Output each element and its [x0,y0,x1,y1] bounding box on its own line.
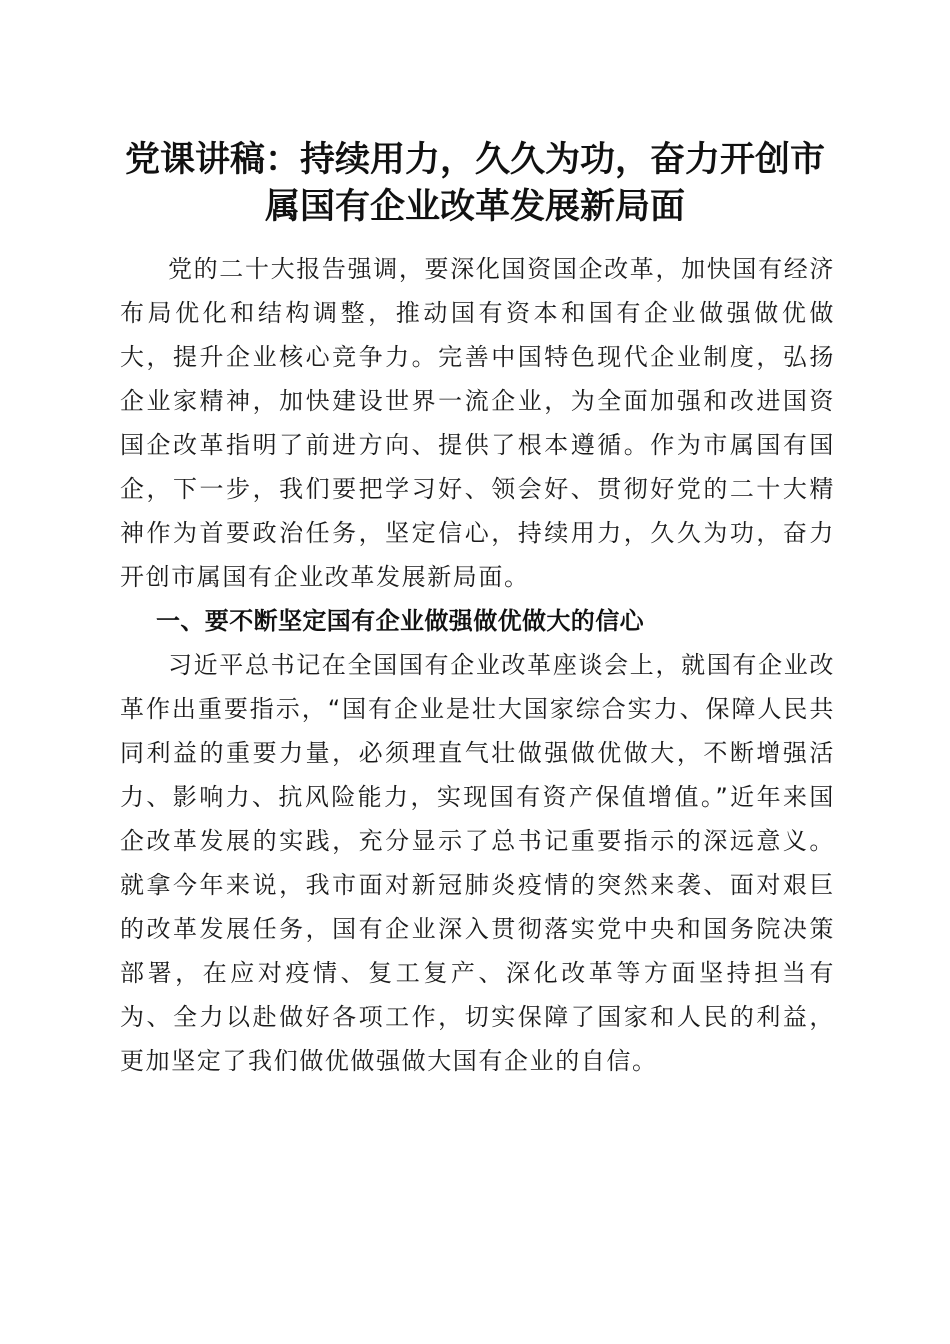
intro-paragraph: 党的二十大报告强调，要深化国资国企改革，加快国有经济布局优化和结构调整，推动国有资本和国有企业做强做优做大，提升企业核心竞争力。完善中国特色现代企业制度，弘扬企业家精神，加快建设世界一流企业，为全面加强和改进国资国企改革指明了前进方向、提供了根本遵循。作为市属国有国企，下一步，我们要把学习好、领会好、贯彻好党的二十大精神作为首要政治任务，坚定信心，持续用力，久久为功，奋力开创市属国有企业改革发展新局面。 [120,255,835,591]
title-line-1: 党课讲稿：持续用力，久久为功，奋力开创市 [124,139,825,180]
title-line-2: 属国有企业改革发展新局面 [264,186,685,227]
section-1-paragraph: 习近平总书记在全国国有企业改革座谈会上，就国有企业改革作出重要指示，“国有企业是壮大国家综合实力、保障人民共同利益的重要力量，必须理直气壮做强做优做大，不断增强活力、影响力、抗风险能力，实现国有资产保值增值。”近年来国企改革发展的实践，充分显示了总书记重要指示的深远意义。就拿今年来说，我市面对新冠肺炎疫情的突然来袭、面对艰巨的改革发展任务，国有企业深入贯彻落实党中央和国务院决策部署，在应对疫情、复工复产、深化改革等方面坚持担当有为、全力以赴做好各项工作，切实保障了国家和人民的利益，更加坚定了我们做优做强做大国有企业的自信。 [120,651,835,1075]
document-title [110,136,840,230]
document-body [120,247,835,1083]
section-1-heading: 一、要不断坚定国有企业做强做优做大的信心 [156,607,644,635]
